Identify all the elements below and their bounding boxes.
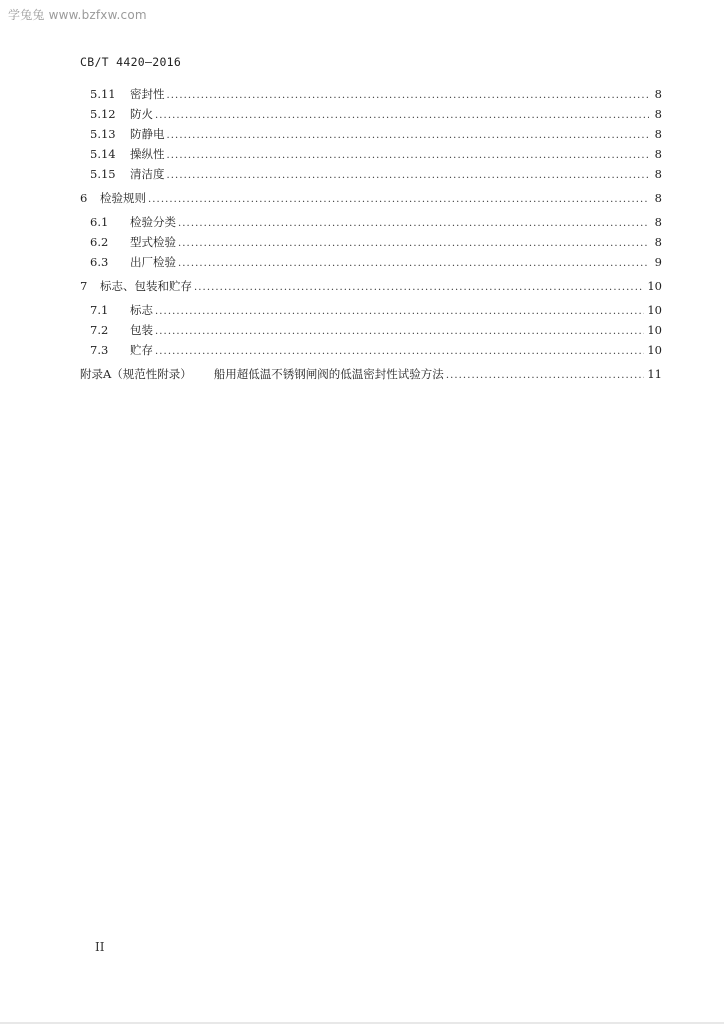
toc-title: 船用超低温不锈钢闸阀的低温密封性试验方法 [213, 367, 444, 381]
toc-number: 6 [80, 191, 88, 205]
toc-number: 5.15 [90, 167, 116, 181]
toc-entry[interactable] [80, 106, 662, 122]
toc-entry[interactable] [80, 278, 662, 294]
toc-title: 密封性 [130, 87, 165, 101]
toc-title: 检验规则 [100, 191, 146, 205]
toc-title: 操纵性 [130, 147, 165, 161]
watermark-text: 学兔兔 www.bzfxw.com [8, 8, 147, 22]
toc-number: 5.11 [90, 87, 116, 101]
toc-leader-dots [446, 368, 645, 384]
toc-number: 7.1 [90, 303, 109, 317]
toc-leader-dots [194, 280, 644, 296]
toc-entry[interactable] [80, 214, 662, 230]
toc-entry[interactable] [80, 342, 662, 358]
toc-leader-dots [178, 236, 649, 252]
toc-page-number: 10 [647, 343, 662, 357]
toc-number: 6.1 [90, 215, 109, 229]
toc-page-number: 10 [647, 279, 662, 293]
toc-leader-dots [167, 88, 650, 104]
toc-leader-dots [167, 168, 650, 184]
toc-entry[interactable] [80, 126, 662, 142]
toc-leader-dots [167, 148, 650, 164]
toc-number: 5.14 [90, 147, 116, 161]
toc-page-number: 9 [654, 255, 662, 269]
toc-number: 7.3 [90, 343, 109, 357]
toc-leader-dots [155, 108, 649, 124]
toc-title: 防火 [130, 107, 153, 121]
toc-page-number: 10 [647, 323, 662, 337]
toc-page-number: 8 [654, 87, 662, 101]
toc-page-number: 10 [647, 303, 662, 317]
toc-entry[interactable] [80, 302, 662, 318]
toc-title: 标志、包装和贮存 [100, 279, 192, 293]
toc-number: 7.2 [90, 323, 109, 337]
toc-page-number: 8 [654, 215, 662, 229]
toc-title: 包装 [130, 323, 153, 337]
toc-number: 7 [80, 279, 88, 293]
toc-entry[interactable] [80, 366, 662, 382]
toc-leader-dots [155, 324, 644, 340]
toc-entry[interactable] [80, 322, 662, 338]
toc-number: 5.12 [90, 107, 116, 121]
toc-entry[interactable] [80, 86, 662, 102]
toc-entry[interactable] [80, 190, 662, 206]
toc-number: 6.2 [90, 235, 109, 249]
toc-leader-dots [148, 192, 649, 208]
toc-page-number: 8 [654, 147, 662, 161]
toc-number: 6.3 [90, 255, 109, 269]
toc-page-number: 8 [654, 127, 662, 141]
toc-title: 防静电 [130, 127, 165, 141]
toc-leader-dots [155, 344, 644, 360]
toc-leader-dots [178, 216, 649, 232]
toc-entry[interactable] [80, 234, 662, 250]
toc-title: 标志 [130, 303, 153, 317]
toc-page-number: 8 [654, 235, 662, 249]
toc-page-number: 8 [654, 107, 662, 121]
toc-page-number: 11 [647, 367, 662, 381]
toc-entry[interactable] [80, 146, 662, 162]
toc-number: 附录A（规范性附录） [80, 367, 192, 381]
toc-title: 型式检验 [130, 235, 176, 249]
toc-title: 出厂检验 [130, 255, 176, 269]
toc-title: 检验分类 [130, 215, 176, 229]
toc-entry[interactable] [80, 166, 662, 182]
standard-number-header: CB/T 4420—2016 [80, 55, 182, 69]
toc-leader-dots [167, 128, 650, 144]
toc-number: 5.13 [90, 127, 116, 141]
toc-title: 清洁度 [130, 167, 165, 181]
toc-title: 贮存 [130, 343, 153, 357]
page-number-footer: II [95, 940, 105, 954]
toc-entry[interactable] [80, 254, 662, 270]
toc-leader-dots [155, 304, 644, 320]
toc-leader-dots [178, 256, 649, 272]
toc-page-number: 8 [654, 167, 662, 181]
toc-page-number: 8 [654, 191, 662, 205]
